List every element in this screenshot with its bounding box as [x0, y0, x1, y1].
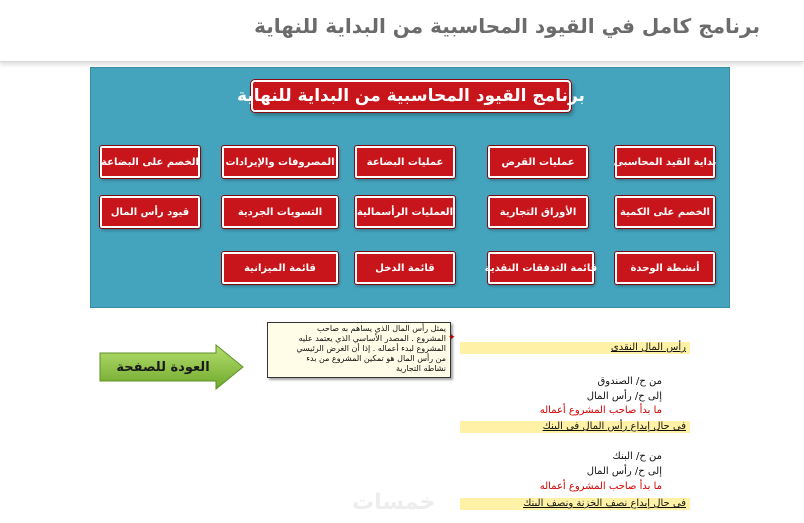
cash-credit-line: إلى ح/ رأس المال [586, 391, 662, 402]
menu-button-entry-start[interactable]: بداية القيد المحاسبى [615, 146, 715, 178]
menu-button-income-statement[interactable]: قائمة الدخل [355, 252, 455, 284]
capital-definition-note [267, 322, 451, 378]
menu-button-inventory-adjustments[interactable]: التسويات الجردية [222, 196, 338, 228]
menu-button-capital-operations[interactable]: العمليات الرأسمالية [355, 196, 455, 228]
note-line: المشروع لبدء أعماله . إذا أن الغرض الرئيسي [296, 344, 446, 353]
menu-title: برنامج القيود المحاسبية من البداية للنهاية [251, 80, 571, 112]
menu-button-cash-flow-statement[interactable]: قائمة التدفقات النقدية [488, 252, 594, 284]
menu-button-expenses-revenues[interactable]: المصروفات والإيرادات [222, 146, 338, 178]
menu-panel [90, 67, 730, 308]
bank-credit-line: إلى ح/ رأس المال [586, 466, 662, 477]
note-line: المشروع . المصدر الأساسي الذي يعتمد عليه [298, 334, 446, 343]
note-pointer-icon: ✦ [448, 333, 456, 343]
menu-button-goods-operations[interactable]: عمليات البضاعة [355, 146, 455, 178]
menu-button-goods-discount[interactable]: الخصم على البضاعة [100, 146, 200, 178]
menu-button-capital-entries[interactable]: قيود رأس المال [100, 196, 200, 228]
page-title: برنامج كامل في القيود المحاسبية من البداية للنهاية [254, 14, 760, 38]
cash-debit-line: من ح/ الصندوق [597, 376, 662, 387]
menu-button-commercial-papers[interactable]: الأوراق التجارية [488, 196, 588, 228]
bank-entry-note: ما بدأ صاحب المشروع أعماله [539, 481, 662, 492]
note-line: نشاطه التجارية [395, 364, 446, 373]
back-to-page-label: العودة للصفحة [116, 359, 210, 375]
bank-debit-line: من ح/ البنك [612, 451, 662, 462]
watermark-logo: خمسات [352, 490, 436, 515]
split-deposit-heading: فى حال إيداع نصف الخزنة ونصف البنك [460, 498, 690, 510]
cash-entry-note: ما بدأ صاحب المشروع أعماله [539, 405, 662, 416]
menu-button-balance-sheet[interactable]: قائمة الميزانية [222, 252, 338, 284]
page-header [0, 0, 804, 62]
cash-capital-heading: رأس المال النقدى [460, 342, 690, 354]
bank-deposit-heading: فى حال إيداع رأس المال فى البنك [460, 421, 690, 433]
menu-button-quantity-discount[interactable]: الخصم على الكمية [615, 196, 715, 228]
menu-button-loan-operations[interactable]: عمليات القرض [488, 146, 588, 178]
menu-button-unit-activities[interactable]: أنشطة الوحدة [615, 252, 715, 284]
note-line: يمثل رأس المال الذي يساهم به صاحب [317, 324, 446, 333]
note-line: من رأس المال هو تمكين المشروع من بدء [306, 354, 446, 363]
back-to-page-button[interactable] [98, 344, 246, 390]
